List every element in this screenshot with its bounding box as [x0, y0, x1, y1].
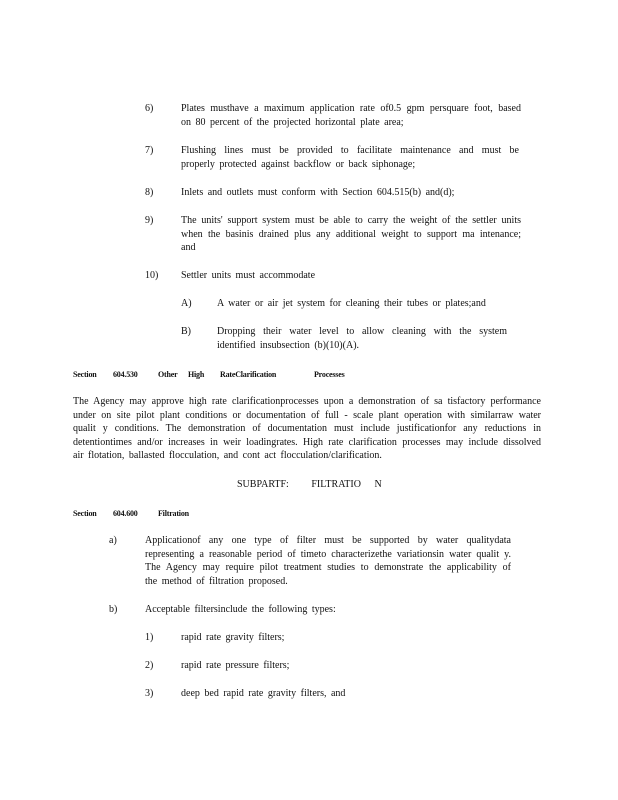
- sublist-item-number: B): [181, 326, 191, 337]
- filter-type-text: rapid rate pressure filters;: [181, 660, 290, 671]
- filter-type-number: 1): [145, 632, 154, 643]
- sublist-item-number: A): [181, 298, 192, 309]
- list-item-number: 9): [145, 215, 154, 226]
- list-item-number: b): [109, 604, 118, 615]
- section-body: The Agency may approve high rate clarificationprocesses upon a demonstration of sa tisfactory performance under on site pilot plant conditions or documentation of full - scale plant operation with similarraw water qualit y conditions. The demonstration of documentation must include justificationfor any reductions in detentiontimes and/or increases in weir loadingrates. High rate clarification processes may include dissolved air flotation, ballasted flocculation, and cont act flocculation/clarification.: [73, 396, 541, 462]
- section-title: Filtration: [158, 509, 189, 518]
- list-item-text: Plates musthave a maximum application rate of0.5 gpm persquare foot, based on 80 percent of the projected horizontal plate area;: [181, 103, 521, 128]
- list-item-number: 7): [145, 145, 154, 156]
- section-number: 604.530: [113, 370, 138, 379]
- section-title-word: Processes: [314, 370, 345, 379]
- list-item-number: 8): [145, 187, 154, 198]
- section-title-word: Other: [158, 370, 178, 379]
- section-heading: [73, 507, 273, 519]
- section-heading: [73, 368, 373, 380]
- section-title-word: High: [188, 370, 205, 379]
- sublist-item-text: Dropping their water level to allow cleaning with the system identified insubsection (b)(10)(A).: [217, 326, 507, 351]
- list-item-number: 10): [145, 270, 159, 281]
- list-item-text: Settler units must accommodate: [181, 270, 316, 281]
- list-item-number: 6): [145, 103, 154, 114]
- filter-type-text: rapid rate gravity filters;: [181, 632, 285, 643]
- list-item-text: Inlets and outlets must conform with Section 604.515(b) and(d);: [181, 187, 455, 198]
- list-item-text: Applicationof any one type of filter must be supported by water qualitydata representing a reasonable period of timeto characterizethe variationsin water qualit y. The Agency may require pilot treatment studies to demonstrate the applicability of the method of filtration proposed.: [145, 535, 511, 587]
- section-title-word: RateClarification: [220, 370, 277, 379]
- subpart-heading: SUBPARTF: FILTRATIO N: [237, 479, 382, 490]
- list-item-text: Flushing lines must be provided to facilitate maintenance and must be properly protected against backflow or back siphonage;: [181, 145, 519, 170]
- filter-type-text: deep bed rapid rate gravity filters, and: [181, 688, 346, 699]
- sublist-item-text: A water or air jet system for cleaning their tubes or plates;and: [217, 298, 486, 309]
- list-item-number: a): [109, 535, 117, 546]
- section-label: Section: [73, 370, 97, 379]
- filter-type-number: 2): [145, 660, 154, 671]
- list-item-text: Acceptable filtersinclude the following types:: [145, 604, 336, 615]
- list-item-text: The units' support system must be able to carry the weight of the settler units when the basinis drained plus any additional weight to support ma intenance; and: [181, 215, 521, 253]
- filter-type-number: 3): [145, 688, 154, 699]
- section-label: Section: [73, 509, 97, 518]
- section-number: 604.600: [113, 509, 138, 518]
